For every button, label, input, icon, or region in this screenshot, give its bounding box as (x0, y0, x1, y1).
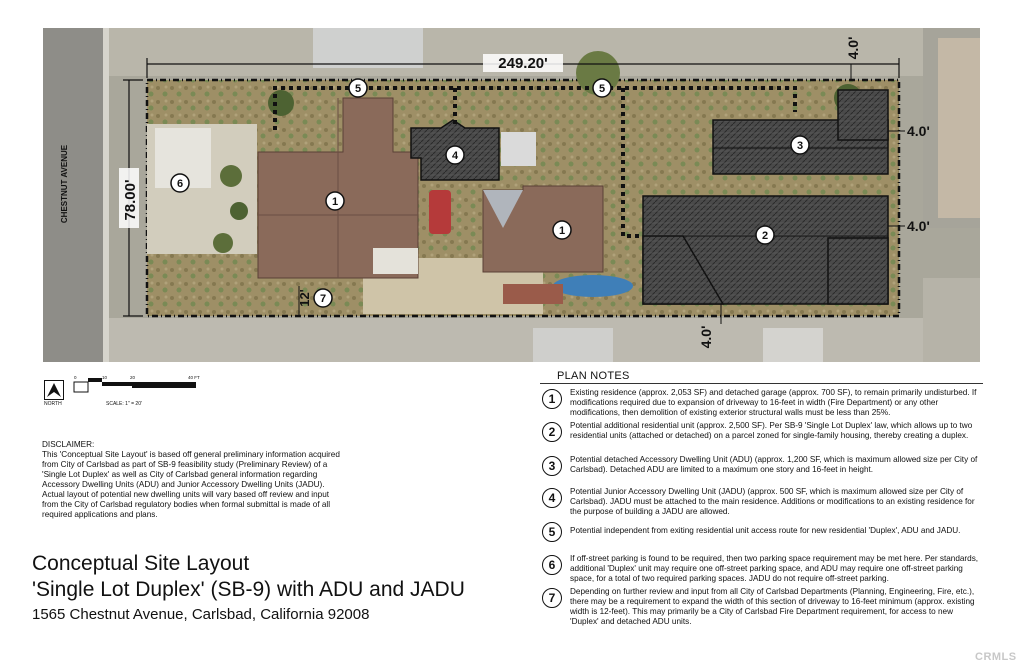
dim-setback-duplex-label: 4.0' (907, 218, 930, 234)
svg-text:3: 3 (796, 140, 804, 152)
document-title: Conceptual Site Layout (32, 552, 250, 575)
note-text: Depending on further review and input from all City of Carlsbad Departments (Planning, Engineering, Fire, etc.), there may be a requirement to expand the width of this section of driveway to 16-feet minimum (approx. existing width is 12-feet). This may primarily be a City of Carlsbad Fire Department requirement, for access to new 'Duplex' and detached ADU units. (570, 587, 975, 626)
dim-setback-top-label: 4.0' (845, 36, 861, 60)
site-plan-aerial (43, 28, 980, 362)
plan-note (542, 455, 982, 476)
disclaimer-block (42, 440, 342, 520)
note-number: 6 (542, 555, 562, 575)
scale-bar (72, 374, 202, 404)
note-text: Potential Junior Accessory Dwelling Unit (JADU) (approx. 500 SF, which is maximum allowed size per City of Carlsbad). JADU must be attached to the main residence. Additions or modifications to an existing residence for the purpose of building a JADU are allowed. (570, 487, 975, 516)
svg-text:5: 5 (354, 83, 362, 95)
plan-note (542, 521, 982, 542)
note-number: 1 (542, 389, 562, 409)
marker-7-driveway (314, 289, 332, 307)
north-label: NORTH (44, 401, 62, 407)
marker-4-jadu (446, 146, 464, 164)
plan-note (542, 421, 982, 442)
dim-setback-adu-label: 4.0' (907, 123, 930, 139)
svg-text:6: 6 (176, 178, 184, 190)
disclaimer-body: This 'Conceptual Site Layout' is based off general preliminary information acquired from City of Carlsbad as part of SB-9 feasibility study (Preliminary Review) of a 'Single Lot Duplex' as well as City of Carlsbad general information regarding Accessory Dwelling Units (ADU) and Junior Accessory Dwelling Units (JADU). Actual layout of potential new dwelling units will vary based off review and input from the City of Carlsbad regulatory bodies when formal submittal is made of all required applications and plans. (42, 450, 340, 519)
dim-width-label: 78.00' (122, 179, 139, 221)
plan-note (542, 487, 982, 517)
property-address: 1565 Chestnut Avenue, Carlsbad, California 92008 (32, 606, 370, 623)
plan-note (542, 587, 982, 627)
dim-length-label: 249.20' (498, 55, 548, 72)
note-text: Potential additional residential unit (approx. 2,500 SF). Per SB-9 'Single Lot Duplex' law, which allows up to two residential units (attached or detached) on a parcel zoned for single-family housing, thereby creating a duplex. (570, 421, 973, 440)
note-number: 7 (542, 588, 562, 608)
note-text: Potential detached Accessory Dwelling Unit (ADU) (approx. 1,200 SF, which is maximum allowed size per City of Carlsbad). Detached ADU are limited to a maximum one story and 16-feet in height. (570, 455, 978, 474)
marker-5-route-a (349, 79, 367, 97)
svg-text:40 FT: 40 FT (188, 375, 200, 380)
marker-5-route-b (593, 79, 611, 97)
svg-text:2: 2 (761, 230, 769, 242)
marker-3-adu (791, 136, 809, 154)
document-subtitle: 'Single Lot Duplex' (SB-9) with ADU and JADU (32, 578, 465, 601)
note-number: 2 (542, 422, 562, 442)
marker-1-garage (553, 221, 571, 239)
note-number: 3 (542, 456, 562, 476)
plan-notes-heading: PLAN NOTES (557, 370, 630, 382)
plan-note (542, 554, 982, 584)
marker-6-parking (171, 174, 189, 192)
marker-2-duplex (756, 226, 774, 244)
note-number: 5 (542, 522, 562, 542)
svg-text:20: 20 (130, 375, 136, 380)
street-name-label: CHESTNUT AVENUE (60, 144, 69, 224)
north-arrow-icon (44, 380, 64, 400)
svg-text:5: 5 (598, 83, 606, 95)
marker-1-residence (326, 192, 344, 210)
note-text: Existing residence (approx. 2,053 SF) and detached garage (approx. 700 SF), to remain primarily undisturbed. If modifications required due to expansion of driveway to 16-feet in width (Fire Department) or any other modifications, then demolition of existing exterior structural walls must be less than 25%. (570, 388, 977, 417)
dim-driveway-label: 12' (297, 289, 312, 307)
svg-text:1: 1 (558, 225, 566, 237)
watermark: CRMLS (975, 651, 1017, 663)
plan-note (542, 388, 982, 418)
svg-text:1: 1 (331, 196, 339, 208)
svg-text:7: 7 (319, 293, 327, 305)
svg-text:10: 10 (102, 375, 108, 380)
dim-setback-bottom-label: 4.0' (698, 325, 714, 349)
scale-label: SCALE: 1" = 20' (106, 401, 142, 407)
note-text: Potential independent from exiting residential unit access route for new residential 'Duplex', ADU and JADU. (570, 526, 961, 535)
svg-text:0: 0 (74, 375, 77, 380)
note-text: If off-street parking is found to be required, then two parking space requirement may be met here. Per standards, additional 'Duplex' unit may require one off-street parking space, and ADU may require one off-street parking space, for a total of two required parking spaces. JADU do not require off-street parking. (570, 554, 979, 583)
note-number: 4 (542, 488, 562, 508)
disclaimer-heading: DISCLAIMER: (42, 440, 95, 449)
svg-text:4: 4 (451, 150, 459, 162)
plan-notes-divider (540, 383, 983, 384)
